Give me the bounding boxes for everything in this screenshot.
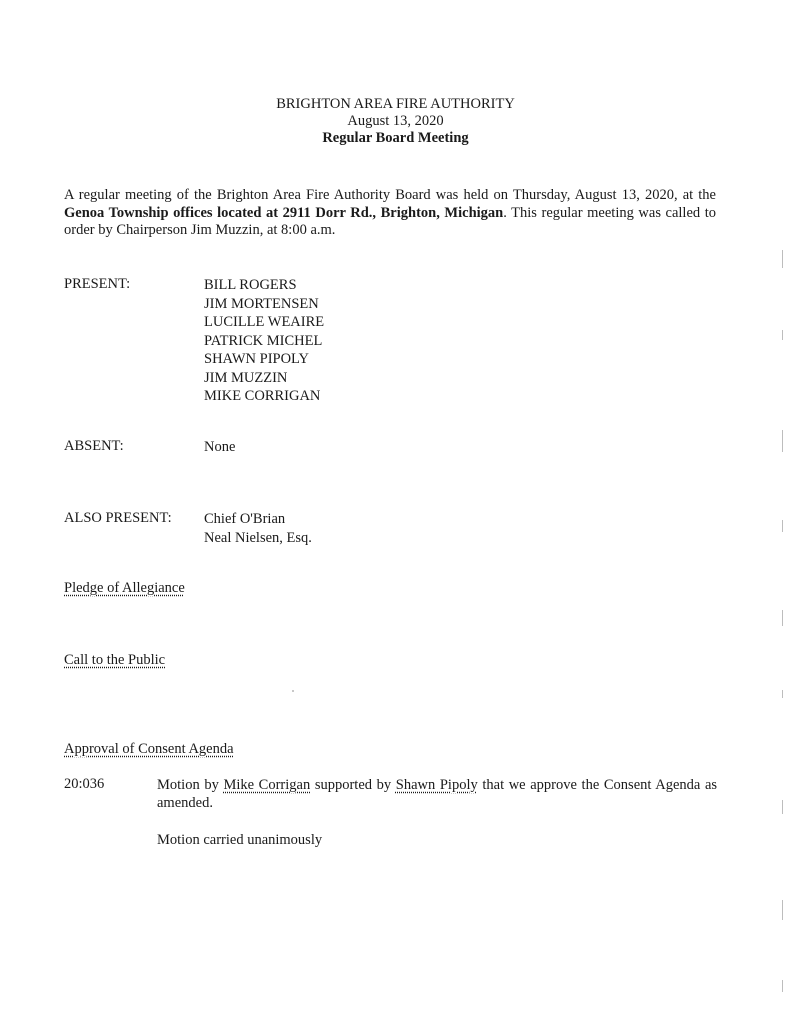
- also-present-label: ALSO PRESENT:: [64, 510, 172, 526]
- motion-text-pre: Motion by: [157, 777, 224, 793]
- consent-agenda-heading: Approval of Consent Agenda: [64, 741, 234, 757]
- scan-artifact: [782, 800, 783, 814]
- pledge-heading: Pledge of Allegiance: [64, 580, 185, 596]
- organization-name: BRIGHTON AREA FIRE AUTHORITY: [276, 96, 515, 112]
- motion-text-mid: supported by: [310, 777, 396, 793]
- call-to-public-heading: Call to the Public: [64, 652, 166, 668]
- intro-paragraph: [64, 187, 716, 240]
- intro-text-part2: . This regular meeting was called to order by Chairperson Jim Muzzin, at 8:00 a.m.: [64, 204, 716, 238]
- motion-number: 20:036: [64, 776, 105, 792]
- present-name: MIKE CORRIGAN: [204, 388, 321, 404]
- present-list: [204, 276, 324, 406]
- present-label: PRESENT:: [64, 276, 131, 292]
- scan-artifact: [782, 430, 783, 452]
- scan-artifact: [782, 520, 783, 532]
- also-present-list: [204, 510, 312, 547]
- also-present-name: Neal Nielsen, Esq.: [204, 529, 312, 546]
- motion-text: [157, 776, 717, 812]
- present-name: JIM MUZZIN: [204, 369, 288, 386]
- scan-artifact: [782, 980, 783, 992]
- motion-mover: Mike Corrigan: [223, 777, 311, 793]
- present-name: PATRICK MICHEL: [204, 332, 323, 349]
- scan-artifact: [782, 330, 783, 340]
- present-name: SHAWN PIPOLY: [204, 351, 309, 367]
- scan-artifact: [782, 900, 783, 920]
- meeting-type: Regular Board Meeting: [322, 130, 469, 146]
- present-name: LUCILLE WEAIRE: [204, 314, 325, 330]
- absent-value: None: [204, 439, 236, 455]
- motion-seconder: Shawn Pipoly: [395, 777, 478, 793]
- scan-artifact: [782, 250, 783, 268]
- meeting-date: August 13, 2020: [347, 113, 444, 129]
- also-present-name: Chief O'Brian: [204, 511, 286, 527]
- scan-artifact: [782, 610, 783, 626]
- present-name: BILL ROGERS: [204, 277, 297, 293]
- motion-result: Motion carried unanimously: [157, 832, 323, 848]
- absent-label: ABSENT:: [64, 438, 124, 454]
- document-header: [0, 96, 791, 147]
- scan-speck: [292, 690, 294, 692]
- scan-artifact: [782, 690, 783, 698]
- intro-text-part1: A regular meeting of the Brighton Area Fire Authority Board was held on Thursday, August 13, 2020, at the: [64, 187, 716, 203]
- present-name: JIM MORTENSEN: [204, 295, 319, 312]
- intro-location: Genoa Township offices located at 2911 Dorr Rd., Brighton, Michigan: [64, 204, 504, 221]
- motion-text-post: that we approve the Consent Agenda as amended.: [157, 777, 718, 811]
